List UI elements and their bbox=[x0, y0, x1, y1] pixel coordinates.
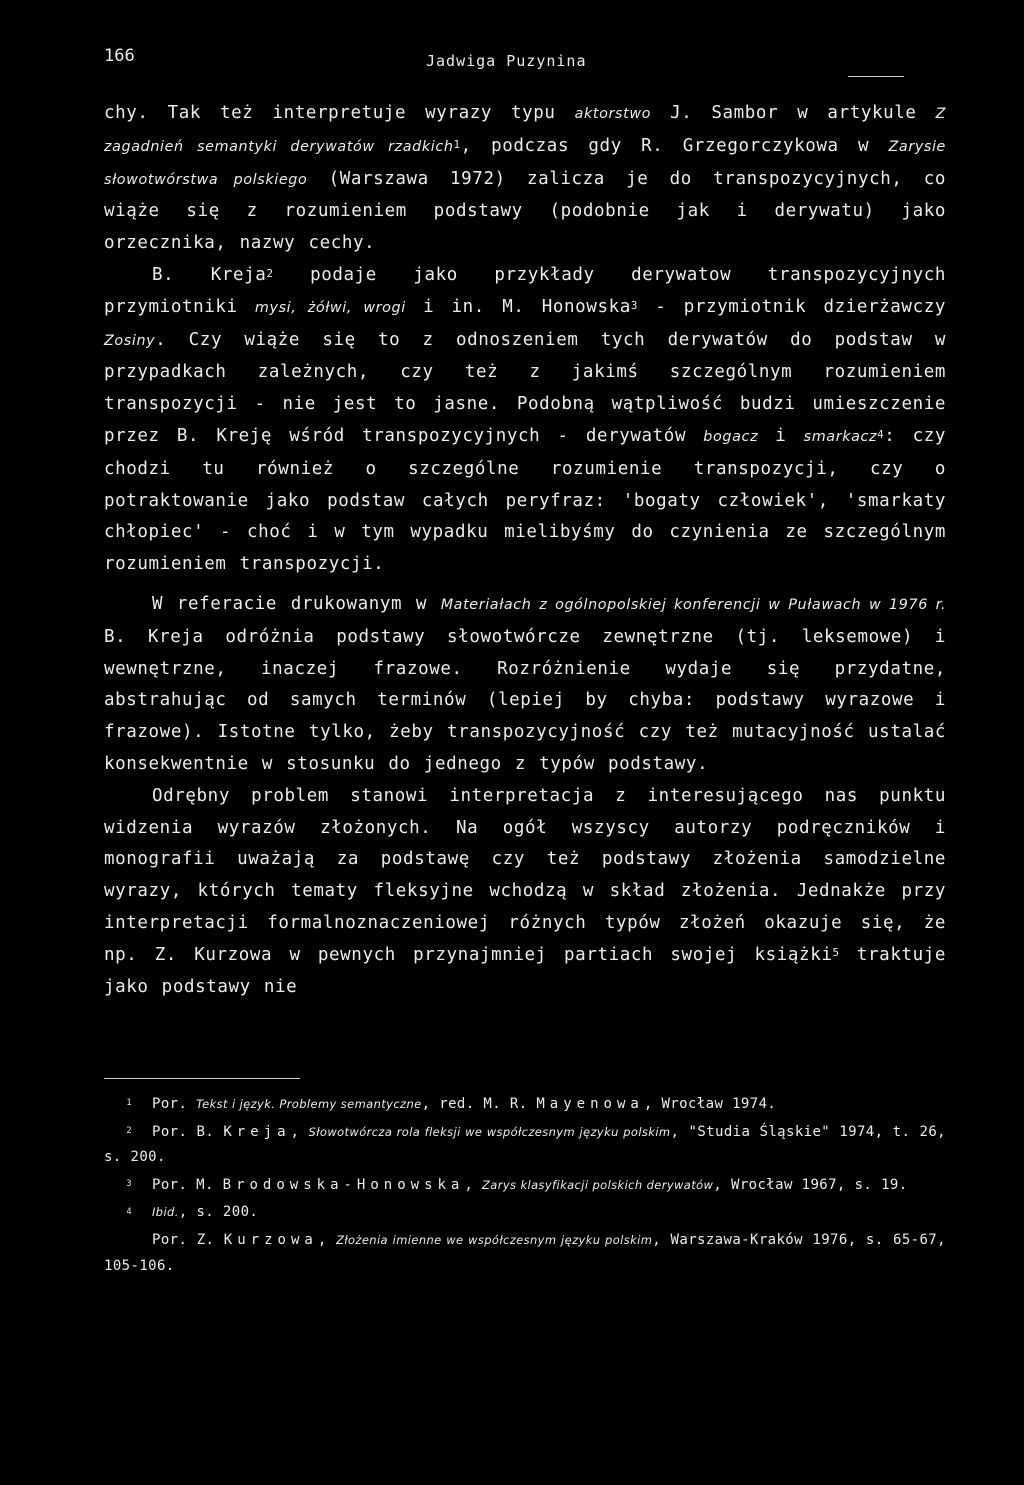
text-run: Por. B. bbox=[152, 1123, 224, 1140]
spaced-author-name: Mayenowa bbox=[536, 1096, 644, 1112]
text-run: , s. 200. bbox=[178, 1204, 259, 1221]
italic-title: Tekst i język. Problemy semantyczne bbox=[196, 1097, 422, 1111]
italic-title: aktorstwo bbox=[574, 106, 652, 122]
text-run: , bbox=[464, 1176, 483, 1193]
footnote: $^1$ Por. Tekst i język. Problemy semantyczne, red. M. R. Mayenowa, Wrocław 1974. bbox=[126, 1096, 777, 1112]
text-run: (Warszawa 1972) zalicza je do transpozycyjnych, co wiąże się z rozumieniem podstawy (podobnie jak i derywatu) jako orzecznika, nazwy cechy. bbox=[104, 168, 946, 254]
italic-title: Złożenia imienne we współczesnym języku polskim bbox=[336, 1232, 653, 1247]
footnote: $^2$ Por. B. Kreja, Słowotwórcza rola fleksji we współczesnym języku polskim, "Studia Śląskie" 1974, t. 26, s. 200. bbox=[104, 1123, 946, 1166]
text-run: , Warszawa-Kraków 1976, s. 65-67, 105-106. bbox=[104, 1231, 946, 1274]
footnote-reference: 4 bbox=[877, 427, 885, 441]
text-run: Por. M. bbox=[152, 1176, 223, 1193]
text-run: i in. M. Honowska bbox=[405, 296, 631, 317]
footnotes bbox=[104, 1092, 946, 1281]
text-run: , podczas gdy R. Grzegorczykowa w bbox=[460, 135, 889, 156]
spaced-author-name: Kreja bbox=[223, 1123, 291, 1140]
text-run: Por. bbox=[152, 1096, 197, 1112]
running-head-author: Jadwiga Puzynina bbox=[426, 52, 587, 70]
italic-title: Słowotwórcza rola fleksji we współczesnym języku polskim bbox=[308, 1124, 671, 1139]
italic-title: mysi, żółwi, wrogi bbox=[254, 299, 406, 316]
header-rule bbox=[848, 76, 904, 77]
italic-title: Materiałach z ogólnopolskiej konferencji w Puławach w 1976 r. bbox=[440, 596, 946, 613]
spaced-author-name: Brodowska-Honowska bbox=[222, 1176, 465, 1193]
footnote-separator bbox=[104, 1078, 300, 1079]
paragraph bbox=[104, 781, 946, 1004]
page-number: 166 bbox=[104, 46, 135, 66]
italic-title: Z zagadnień semantyki derywatów rzadkich bbox=[104, 106, 946, 155]
footnote: $^3$ Por. M. Brodowska-Honowska, Zarys klasyfikacji polskich derywatów, Wrocław 1967, s. 19. bbox=[126, 1176, 908, 1193]
footnote: $^4$ Ibid., s. 200. bbox=[126, 1204, 259, 1221]
footnote-reference: 3 bbox=[630, 298, 638, 312]
italic-title: smarkacz bbox=[803, 428, 878, 445]
text-run: traktuje jako podstawy nie bbox=[104, 944, 946, 997]
text-run: , red. M. R. bbox=[421, 1096, 537, 1112]
text-run: , bbox=[317, 1231, 337, 1248]
paragraph bbox=[104, 98, 946, 260]
italic-title: Zarysie słowotwórstwa polskiego bbox=[104, 138, 946, 188]
text-run: . Czy wiąże się to z odnoszeniem tych derywatów do podstaw w przypadkach zależnych, czy też z jakimś szczególnym rozumieniem transpozycji - nie jest to jasne. Podobną wątpliwość budzi umieszczenie przez B. Kreję wśród transpozycyjnych - derywatów bbox=[104, 329, 946, 446]
text-run: podaje jako przykłady derywatow transpozycyjnych przymiotniki bbox=[104, 264, 946, 317]
italic-title: bogacz bbox=[703, 428, 759, 445]
text-run: - przymiotnik dzierżawczy bbox=[638, 296, 946, 317]
footnote-reference: 2 bbox=[266, 266, 274, 280]
paragraph bbox=[104, 589, 946, 781]
footnote-reference: 1 bbox=[453, 137, 461, 151]
text-run: J. Sambor w artykule bbox=[651, 103, 936, 123]
italic-title: Zarys klasyfikacji polskich derywatów bbox=[482, 1177, 714, 1192]
text-run: , bbox=[290, 1123, 309, 1140]
page-header bbox=[104, 46, 904, 76]
italic-title: Ibid. bbox=[152, 1205, 179, 1220]
main-text bbox=[104, 98, 946, 1003]
text-run: Por. Z. bbox=[152, 1231, 224, 1248]
text-run: , Wrocław 1967, s. 19. bbox=[713, 1176, 908, 1193]
text-run: , "Studia Śląskie" 1974, t. 26, s. 200. bbox=[104, 1123, 946, 1166]
text-run: : czy chodzi tu również o szczególne rozumienie transpozycji, czy o potraktowanie jako podstaw całych peryfraz: 'bogaty człowiek', 'smarkaty chłopiec' - choć i w tym wypadku mielibyśmy do czynienia ze szczególnym rozumieniem transpozycji. bbox=[104, 425, 946, 575]
footnote-reference: 5 bbox=[832, 946, 840, 960]
italic-title: Zosiny bbox=[104, 332, 156, 349]
paragraph bbox=[104, 260, 946, 581]
spaced-author-name: Kurzowa bbox=[223, 1231, 318, 1248]
text-run: , Wrocław 1974. bbox=[643, 1096, 777, 1112]
footnote bbox=[104, 1228, 946, 1279]
text-run: B. Kreja odróżnia podstawy słowotwórcze zewnętrzne (tj. leksemowe) i wewnętrzne, inaczej frazowe. Rozróżnienie wydaje się przydatne, abstrahując od samych terminów (lepiej by chyba: podstawy wyrazowe i frazowe). Istotne tylko, żeby transpozycyjność czy też mutacyjność ustalać konsekwentnie w stosunku do jednego z typów podstawy. bbox=[104, 626, 946, 774]
text-run: B. Kreja bbox=[152, 264, 267, 285]
text-run: i bbox=[758, 425, 804, 446]
text-run: W referacie drukowanym w bbox=[152, 593, 441, 614]
text-run: Odrębny problem stanowi interpretacja z interesującego nas punktu widzenia wyrazów złożonych. Na ogół wszyscy autorzy podręczników i monografii uważają za podstawę czy też podstawy złożenia samodzielne wyrazy, których tematy fleksyjne wchodzą w skład złożenia. Jednakże przy interpretacji formalnoznaczeniowej różnych typów złożeń okazuje się, że np. Z. Kurzowa w pewnych przynajmniej partiach swojej książki bbox=[104, 785, 946, 965]
text-run: chy. Tak też interpretuje wyrazy typu bbox=[104, 103, 575, 123]
